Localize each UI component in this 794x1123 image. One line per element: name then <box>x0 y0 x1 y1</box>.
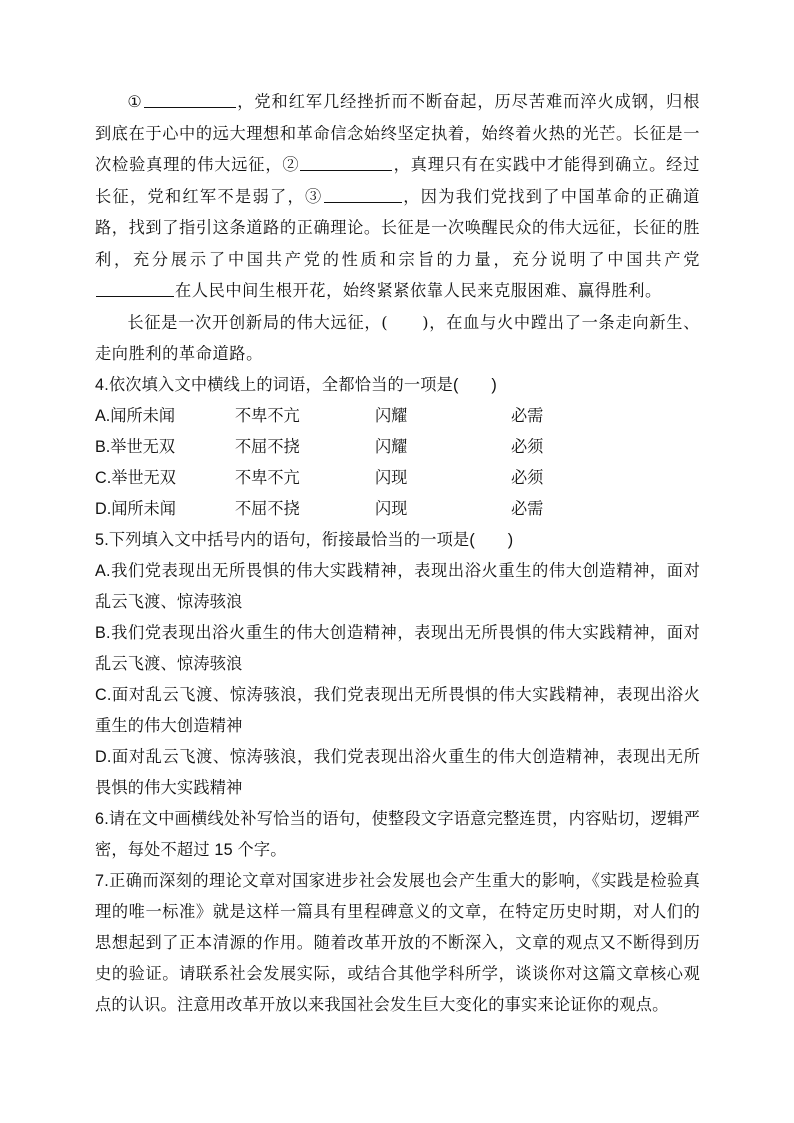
option-word: A.闻所未闻 <box>95 406 176 425</box>
question-5-option-a[interactable]: A.我们党表现出无所畏惧的伟大实践精神，表现出浴火重生的伟大创造精神，面对乱云飞渡、惊涛骇浪 <box>95 561 700 611</box>
fill-blank-2[interactable] <box>300 153 392 171</box>
option-word: 闪现 <box>375 499 408 518</box>
question-4-option-a[interactable] <box>95 401 700 432</box>
question-6-stem: 6.请在文中画横线处补写恰当的语句，使整段文字语意完整连贯，内容贴切，逻辑严密，每处不超过 15 个字。 <box>95 809 700 859</box>
passage-paragraph-1 <box>95 86 700 307</box>
question-4-option-d[interactable] <box>95 494 700 525</box>
fill-blank-3[interactable] <box>324 185 402 203</box>
option-word: 必须 <box>511 468 544 487</box>
option-word: D.闻所未闻 <box>95 499 176 518</box>
passage-text-3: ，因为我们党找到了中国革命的正确道路，找到了指引这条道路的正确理论。长征是一次唤醒民众的伟大远征，长征的胜利，充分展示了中国共产党的性质和宗旨的力量，充分说明了中国共产党 <box>95 186 700 269</box>
question-5-option-d[interactable]: D.面对乱云飞渡、惊涛骇浪，我们党表现出浴火重生的伟大创造精神，表现出无所畏惧的伟大实践精神 <box>95 747 700 797</box>
question-4-option-c[interactable] <box>95 463 700 494</box>
fill-blank-4[interactable] <box>96 279 174 297</box>
passage-paragraph-2: 长征是一次开创新局的伟大远征，( )，在血与火中蹚出了一条走向新生、走向胜利的革命道路。 <box>95 312 700 363</box>
passage-text-1: ，党和红军几经挫折而不断奋起，历尽苦难而淬火成钢，归根到底在于心中的远大理想和革命信念始终坚定执着，始终着火热的光芒。长征是一次检验真理的伟大远征，② <box>95 92 700 174</box>
question-7-stem: 7.正确而深刻的理论文章对国家进步社会发展也会产生重大的影响，《实践是检验真理的唯一标准》就是这样一篇具有里程碑意义的文章，在特定历史时期，对人们的思想起到了正本清源的作用。随着改革开放的不断深入，文章的观点又不断得到历史的验证。请联系社会发展实际，或结合其他学科所学，谈谈你对这篇文章核心观点的认识。注意用改革开放以来我国社会发生巨大变化的事实来论证你的观点。 <box>95 871 700 1014</box>
question-4-stem: 4.依次填入文中横线上的词语，全都恰当的一项是( ) <box>95 375 497 394</box>
passage-text-2: ，真理只有在实践中才能得到确立。经过长征，党和红军不是弱了，③ <box>95 155 700 206</box>
option-word: B.举世无双 <box>95 437 176 456</box>
fill-blank-1[interactable] <box>144 90 236 108</box>
question-4-option-b[interactable] <box>95 432 700 463</box>
option-word: 不屈不挠 <box>235 499 300 518</box>
question-5-stem: 5.下列填入文中括号内的语句，衔接最恰当的一项是( ) <box>95 530 514 549</box>
question-5-option-b[interactable]: B.我们党表现出浴火重生的伟大创造精神，表现出无所畏惧的伟大实践精神，面对乱云飞渡、惊涛骇浪 <box>95 623 700 673</box>
option-word: 不卑不亢 <box>235 468 300 487</box>
option-word: 必需 <box>511 406 544 425</box>
option-word: 不屈不挠 <box>235 437 300 456</box>
option-word: 闪耀 <box>375 437 408 456</box>
option-word: 不卑不亢 <box>235 406 300 425</box>
option-word: 闪耀 <box>375 406 408 425</box>
blank-1-number: ① <box>127 92 143 111</box>
passage-text-4: 在人民中间生根开花，始终紧紧依靠人民来克服困难、赢得胜利。 <box>175 281 662 300</box>
option-word: 必需 <box>511 499 544 518</box>
option-word: C.举世无双 <box>95 468 176 487</box>
option-word: 闪现 <box>375 468 408 487</box>
exam-page <box>95 86 700 1021</box>
question-5-option-c[interactable]: C.面对乱云飞渡、惊涛骇浪，我们党表现出无所畏惧的伟大实践精神，表现出浴火重生的伟大创造精神 <box>95 685 700 735</box>
option-word: 必须 <box>511 437 544 456</box>
